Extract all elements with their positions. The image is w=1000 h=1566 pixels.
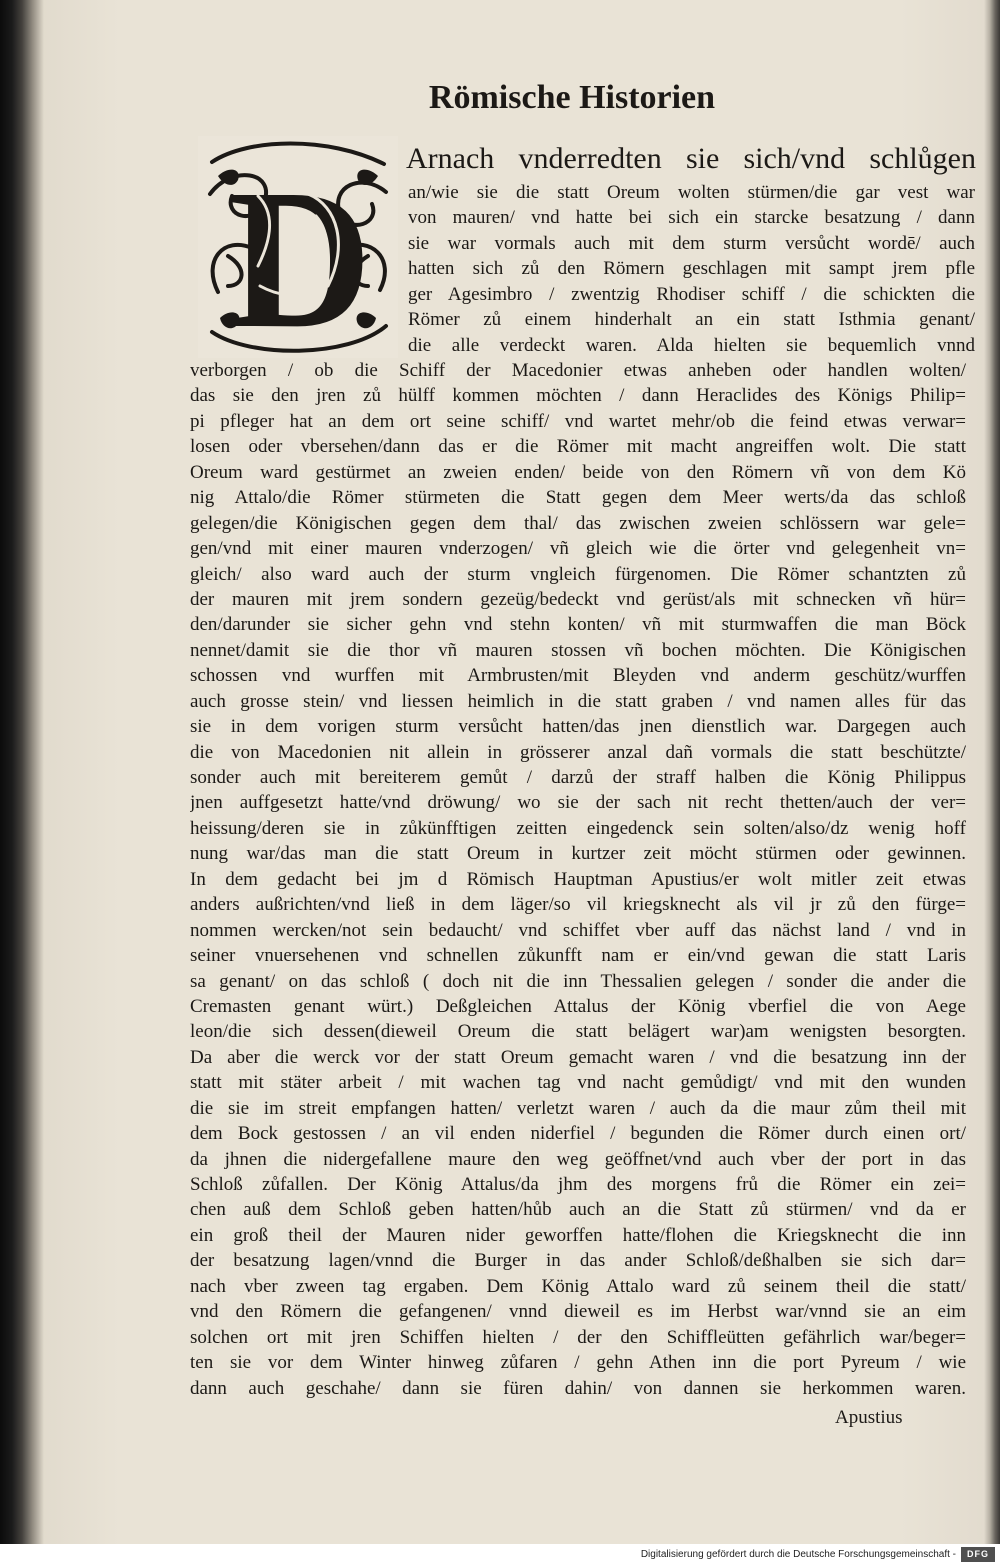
text-line: sie in dem vorigen sturm versůcht hatten/das jnen dienstlich war. Dargegen auch <box>190 716 966 738</box>
text-line: nach vber zween tag ergaben. Dem König Attalo ward zů seinem theil die statt/ <box>190 1275 966 1297</box>
book-gutter-edge <box>0 0 44 1544</box>
text-line: nommen wercken/not sein bedaucht/ vnd schiffet vber auff das nächst land / vnd in <box>190 919 966 941</box>
text-line: statt mit stäter arbeit / mit wachen tag vnd nacht gemůdigt/ vnd mit den wunden <box>190 1072 966 1094</box>
text-line: chen auß dem Schloß geben hatten/hůb auch an die Statt zů stürmen/ vnd da er <box>190 1199 966 1221</box>
text-line: das sie den jren zů hülff kommen möchten / dann Heraclides des Königs Philip= <box>190 385 966 407</box>
text-line: leon/die sich dessen(dieweil Oreum die statt belägert war)am wenigsten besorgten. <box>190 1021 966 1043</box>
text-line: sie war vormals auch mit dem sturm versůcht wordē/ auch <box>408 232 975 254</box>
text-line: nig Attalo/die Römer stürmeten die Statt gegen dem Meer werts/da das schloß <box>190 487 966 509</box>
running-head: Römische Historien <box>428 79 716 116</box>
text-line: nung war/das man die statt Oreum in kurtzer zeit möcht stürmen oder gewinnen. <box>190 843 966 865</box>
text-line: ten sie vor dem Winter hinweg zůfaren / gehn Athen inn die port Pyreum / wie <box>190 1352 966 1374</box>
text-line: seiner vnuersehenen vnd schnellen zůkunfft nam er ein/vnd gewan die statt Laris <box>190 945 966 967</box>
text-line: Schloß zůfallen. Der König Attalus/da jhm des morgens frů die Römer ein zei= <box>190 1174 966 1195</box>
text-line: losen oder vbersehen/dann das er die Römer mit macht angreiffen wolt. Die statt <box>190 436 966 458</box>
text-line: verborgen / ob die Schiff der Macedonier etwas anheben oder handlen wolten/ <box>190 360 966 381</box>
first-text-line: Arnach vnderredten sie sich/vnd schlůgen <box>406 142 976 175</box>
text-line: anders außrichten/vnd ließ in dem läger/so vil kriegsknecht als vil jr zů den fürge= <box>190 894 966 916</box>
funding-note: Digitalisierung gefördert durch die Deutsche Forschungsgemeinschaft - <box>640 1549 956 1560</box>
main-text-block <box>190 358 966 1401</box>
text-line: der besatzung lagen/vnnd die Burger in das ander Schloß/deßhalben sie sich dar= <box>190 1250 966 1272</box>
text-line: sa genant/ on das schloß ( doch nit die inn Thessalien gelegen / sonder die ander die <box>190 970 966 992</box>
text-line: die alle verdeckt waren. Alda hielten sie bequemlich vnnd <box>408 334 975 356</box>
text-line: nennet/damit sie die thor vñ mauren stossen vñ bochen möchten. Die Königischen <box>190 639 966 661</box>
text-line: auch grosse stein/ vnd liessen heimlich in die statt graben / vnd namen alles für das <box>190 690 966 712</box>
text-line: solchen ort mit jren Schiffen hielten / der den Schiffleütten gefährlich war/beger= <box>190 1326 966 1348</box>
dfg-logo: DFG <box>961 1547 995 1562</box>
text-line: ein groß theil der Mauren nider geworffen hatte/flohen die Kriegsknecht die inn <box>190 1224 966 1246</box>
text-line: von mauren/ vnd hatte bei sich ein starcke besatzung / dann <box>408 207 975 229</box>
text-line: pi pfleger hat an dem ort seine schiff/ vnd wartet mehr/ob die feind etwas verwar= <box>190 410 966 432</box>
text-line: da jhnen die nidergefallene maure den weg geöffnet/vnd auch vber der port in das <box>190 1148 966 1170</box>
text-block-beside-initial <box>408 180 975 358</box>
text-line: dem Bock gestossen / an vil enden niderfiel / begunden die Römer durch einen ort/ <box>190 1123 966 1145</box>
text-line: den/darunder sie sicher gehn vnd stehn konten/ vñ mit sturmwaffen die man Böck <box>190 614 966 636</box>
text-line: Römer zů einem hinderhalt an ein statt Isthmia genant/ <box>408 309 975 331</box>
catchword: Apustius <box>835 1407 903 1428</box>
text-line: heissung/deren sie in zůkünfftigen zeitten eingedenck sein solten/also/dz wenig hoff <box>190 817 966 839</box>
page-right-edge <box>984 0 1000 1544</box>
text-line: In dem gedacht bei jm d Römisch Hauptman Apustius/er wolt mitler zeit etwas <box>190 868 966 890</box>
text-line: die von Macedonien nit allein in grösserer anzal dañ vormals die statt beschützte/ <box>190 741 966 763</box>
text-line: dann auch geschahe/ dann sie füren dahin/ von dannen sie herkommen waren. <box>190 1377 966 1399</box>
initial-letter: D <box>227 149 373 358</box>
text-line: jnen auffgesetzt hatte/vnd dröwung/ wo sie der sach nit recht thetten/auch der ver= <box>190 792 966 814</box>
digitization-footer <box>0 1544 1000 1566</box>
text-line: gelegen/die Königischen gegen dem thal/ das zwischen zweien schlössern war gele= <box>190 512 966 534</box>
text-line: ger Agesimbro / zwentzig Rhodiser schiff / die schickten die <box>408 283 975 305</box>
text-line: gen/vnd mit einer mauren vnderzogen/ vñ gleich wie die örter vnd gelegenheit vn= <box>190 538 966 560</box>
text-line: gleich/ also ward auch der sturm vngleich fürgenomen. Die Römer schantzten zů <box>190 563 966 585</box>
text-line: Oreum ward gestürmet an zweien enden/ beide von den Römern vñ von dem Kö <box>190 461 966 483</box>
text-line: Da aber die werck vor der statt Oreum gemacht waren / vnd die besatzung inn der <box>190 1046 966 1068</box>
text-line: hatten sich zů den Römern geschlagen mit sampt jrem pfle <box>408 258 975 280</box>
decorated-initial <box>198 136 398 358</box>
text-line: an/wie sie die statt Oreum wolten stürmen/die gar vest war <box>408 182 975 203</box>
text-line: sonder auch mit bereiterem gemůt / darzů der straff halben die König Philippus <box>190 767 966 788</box>
text-line: der mauren mit jrem sondern gezeüg/bedeckt vnd gerüst/als mit schnecken vñ hür= <box>190 588 966 610</box>
text-line: vnd den Römern die gefangenen/ vnnd dieweil es im Herbst war/vnnd sie an eim <box>190 1301 966 1323</box>
text-line: Cremasten genant würt.) Deßgleichen Attalus der König vberfiel die von Aege <box>190 995 966 1017</box>
text-line: die sie im streit empfangen hatten/ verletzt waren / auch da die maur zům theil mit <box>190 1097 966 1119</box>
text-line: schossen vnd wurffen mit Armbrusten/mit Bleyden vnd anderm geschütz/wurffen <box>190 665 966 687</box>
